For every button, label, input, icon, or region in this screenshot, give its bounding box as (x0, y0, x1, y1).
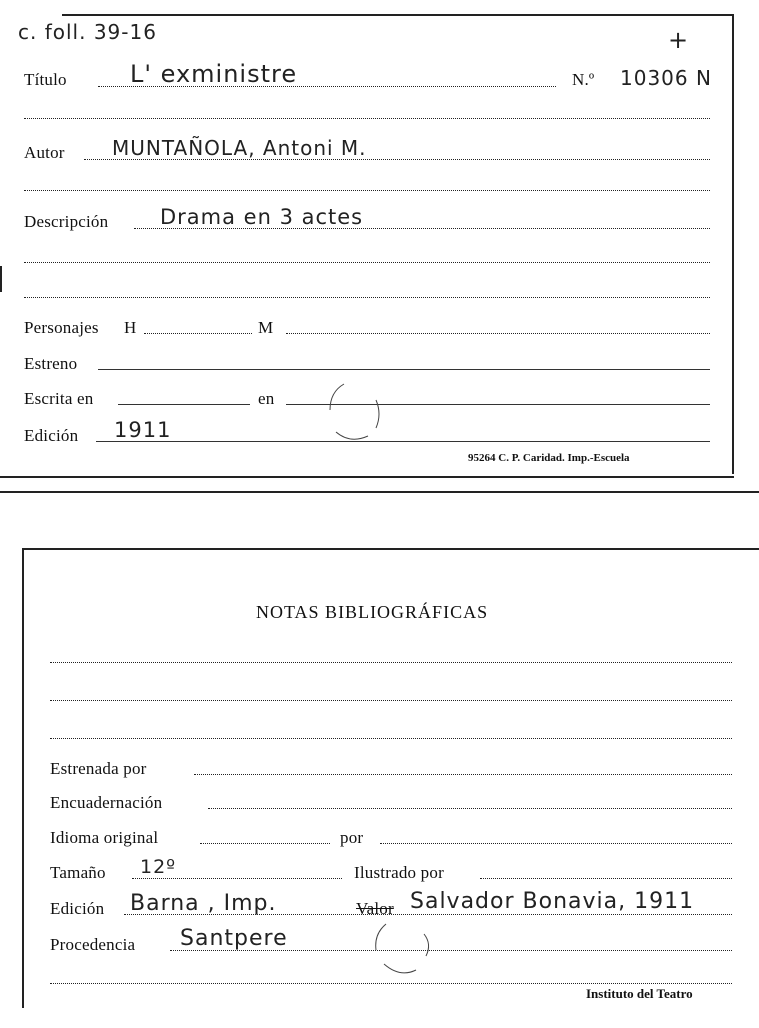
idioma-label: Idioma original (50, 828, 159, 847)
autor-label: Autor (24, 143, 65, 162)
card1-top-border (62, 14, 732, 16)
estrenada-line (194, 774, 732, 775)
procedencia-value: Santpere (180, 926, 288, 951)
card2-left-border (22, 548, 24, 1008)
numero-value: 10306 N (620, 66, 712, 90)
m-line (286, 333, 710, 334)
personajes-label: Personajes (24, 318, 99, 337)
titulo-label: Título (24, 70, 67, 89)
printer-imprint: 95264 C. P. Caridad. Imp.-Escuela (468, 452, 630, 464)
archive-reference: c. foll. 39-16 (18, 20, 157, 44)
bottom-line (50, 983, 732, 984)
escrita-label: Escrita en (24, 389, 94, 408)
card2-top-border (22, 548, 759, 550)
valor-label: Valor (356, 899, 394, 918)
encuadernacion-label: Encuadernación (50, 793, 163, 812)
notas-line-3 (50, 738, 732, 739)
autor-line-2 (24, 190, 710, 191)
cross-mark: + (668, 26, 690, 54)
escrita-line (118, 404, 250, 405)
h-label: H (124, 318, 137, 337)
card1-right-border (732, 14, 734, 474)
edicion2-value-a: Barna , Imp. (130, 891, 277, 916)
h-line (144, 333, 252, 334)
notas-heading: NOTAS BIBLIOGRÁFICAS (256, 602, 489, 622)
card1-left-mark (0, 266, 2, 292)
descripcion-value: Drama en 3 actes (160, 205, 364, 229)
idioma-line (200, 843, 330, 844)
estreno-line (98, 369, 710, 370)
estreno-label: Estreno (24, 354, 78, 373)
edicion2-value-b: Salvador Bonavia, 1911 (410, 889, 695, 914)
edicion2-label: Edición (50, 899, 105, 918)
punch-hole-icon-2 (366, 920, 436, 980)
estrenada-label: Estrenada por (50, 759, 147, 778)
notas-line-1 (50, 662, 732, 663)
m-label: M (258, 318, 274, 337)
autor-value: MUNTAÑOLA, Antoni M. (112, 136, 367, 160)
notas-line-2 (50, 700, 732, 701)
numero-label: N.º (572, 70, 595, 89)
institution-imprint: Instituto del Teatro (586, 986, 693, 1001)
titulo-value: L' exministre (130, 60, 298, 88)
punch-hole-icon (322, 380, 386, 446)
en-label: en (258, 389, 275, 408)
procedencia-label: Procedencia (50, 935, 136, 954)
titulo-line-2 (24, 118, 710, 119)
ilustrado-line (480, 878, 732, 879)
descripcion-line-2 (24, 262, 710, 263)
card1-bottom-border (0, 476, 734, 478)
edicion-line (96, 441, 710, 442)
descripcion-label: Descripción (24, 212, 109, 231)
ilustrado-label: Ilustrado por (354, 863, 444, 882)
encuadernacion-line (208, 808, 732, 809)
descripcion-line-3 (24, 297, 710, 298)
tamano-line (132, 878, 342, 879)
tamano-value: 12º (140, 856, 177, 878)
por-line (380, 843, 732, 844)
edicion-label: Edición (24, 426, 79, 445)
tamano-label: Tamaño (50, 863, 106, 882)
edicion-value: 1911 (114, 418, 172, 442)
card-separator-line (0, 491, 759, 493)
por-label: por (340, 828, 364, 847)
